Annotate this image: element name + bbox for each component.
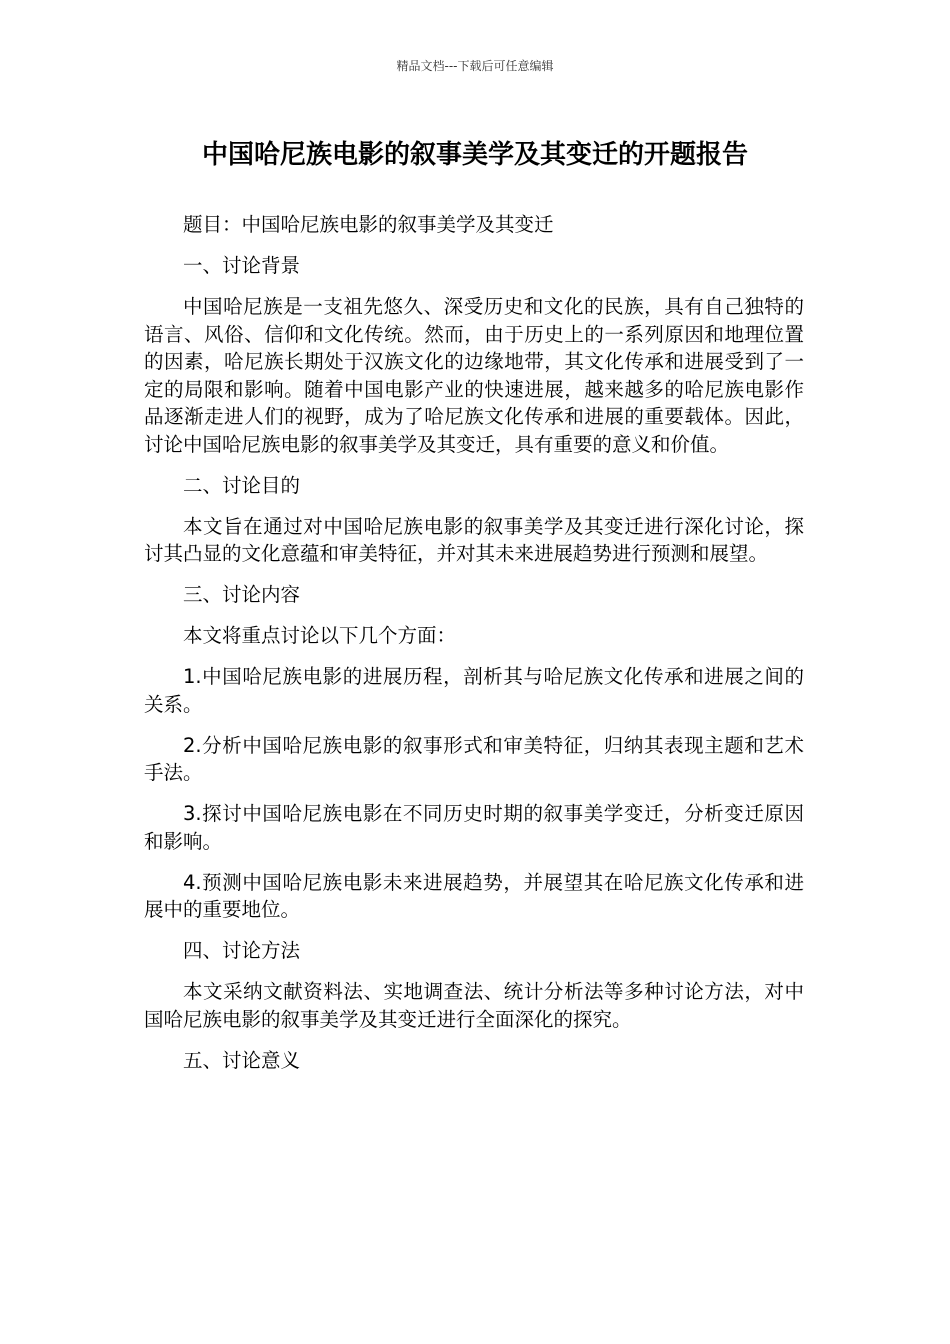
section-heading-background: 一、讨论背景 bbox=[183, 254, 301, 277]
section-text-method: 本文采纳文献资料法、实地调查法、统计分析法等多种讨论方法，对中国哈尼族电影的叙事美学及其变迁进行全面深化的探究。 bbox=[144, 980, 804, 1031]
section-text-background: 中国哈尼族是一支祖先悠久、深受历史和文化的民族，具有自己独特的语言、风俗、信仰和文化传统。然而，由于历史上的一系列原因和地理位置的因素，哈尼族长期处于汉族文化的边缘地带，其文化传承和进展受到了一定的局限和影响。随着中国电影产业的快速进展，越来越多的哈尼族电影作品逐渐走进人们的视野，成为了哈尼族文化传承和进展的重要载体。因此，讨论中国哈尼族电影的叙事美学及其变迁，具有重要的意义和价值。 bbox=[144, 295, 804, 456]
section-heading-method: 四、讨论方法 bbox=[183, 939, 301, 962]
content-list-item: 4.预测中国哈尼族电影未来进展趋势，并展望其在哈尼族文化传承和进展中的重要地位。 bbox=[144, 870, 804, 921]
section-heading-significance: 五、讨论意义 bbox=[183, 1048, 301, 1072]
document-title: 中国哈尼族电影的叙事美学及其变迁的开题报告 bbox=[201, 140, 748, 170]
content-list-item: 2.分析中国哈尼族电影的叙事形式和审美特征，归纳其表现主题和艺术手法。 bbox=[144, 733, 804, 784]
section-text-purpose: 本文旨在通过对中国哈尼族电影的叙事美学及其变迁进行深化讨论，探讨其凸显的文化意蕴和审美特征，并对其未来进展趋势进行预测和展望。 bbox=[144, 514, 804, 565]
header-note: 精品文档---下载后可任意编辑 bbox=[396, 59, 554, 73]
section-content-intro: 本文将重点讨论以下几个方面： bbox=[183, 624, 457, 647]
document-body bbox=[144, 211, 804, 1088]
section-heading-content: 三、讨论内容 bbox=[183, 583, 301, 606]
subject-line: 题目：中国哈尼族电影的叙事美学及其变迁 bbox=[183, 213, 554, 236]
content-list-item: 1.中国哈尼族电影的进展历程，剖析其与哈尼族文化传承和进展之间的关系。 bbox=[144, 665, 804, 716]
section-heading-purpose: 二、讨论目的 bbox=[183, 473, 301, 497]
content-list-item: 3.探讨中国哈尼族电影在不同历史时期的叙事美学变迁，分析变迁原因和影响。 bbox=[144, 802, 804, 853]
